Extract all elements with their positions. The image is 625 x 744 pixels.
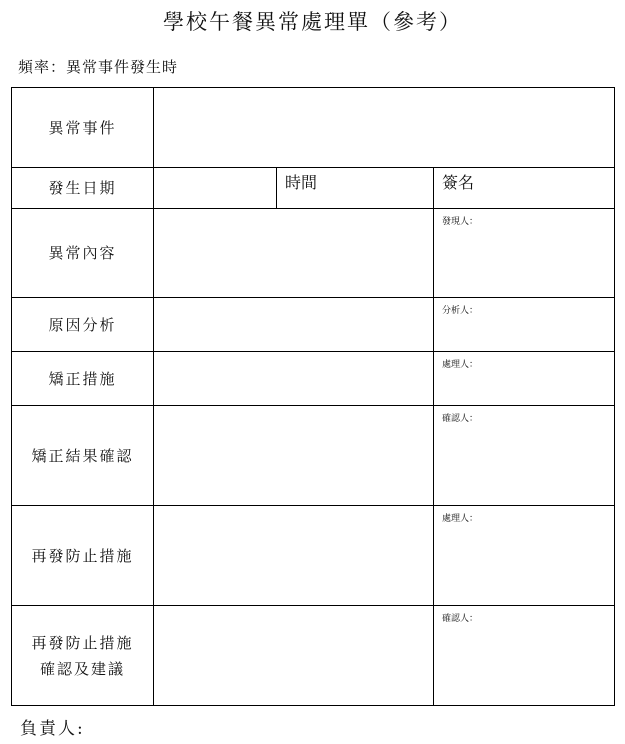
- field-date[interactable]: [154, 168, 277, 209]
- row-correction: [12, 352, 615, 406]
- row-prevention-confirm: [12, 606, 615, 706]
- field-prevention-confirm[interactable]: [154, 606, 434, 706]
- abnormal-handling-form: [11, 87, 615, 706]
- signer-prevention-handler[interactable]: 處理人：: [434, 506, 615, 606]
- label-result: 矯正結果確認: [12, 406, 154, 506]
- label-signature: 簽名: [434, 168, 615, 209]
- label-content: 異常內容: [12, 209, 154, 298]
- field-correction[interactable]: [154, 352, 434, 406]
- row-date: [12, 168, 615, 209]
- field-content[interactable]: [154, 209, 434, 298]
- field-result[interactable]: [154, 406, 434, 506]
- row-content: [12, 209, 615, 298]
- signer-prevention-confirmer[interactable]: 確認人：: [434, 606, 615, 706]
- row-result: [12, 406, 615, 506]
- signer-confirmer[interactable]: 確認人：: [434, 406, 615, 506]
- signer-handler[interactable]: 處理人：: [434, 352, 615, 406]
- form-title: 學校午餐異常處理單（參考）: [163, 10, 462, 34]
- signer-finder[interactable]: 發現人：: [434, 209, 615, 298]
- label-date: 發生日期: [12, 168, 154, 209]
- label-event: 異常事件: [12, 88, 154, 168]
- label-prevention-confirm-line2: 確認及建議: [39, 659, 125, 678]
- label-correction: 矯正措施: [12, 352, 154, 406]
- label-prevention-confirm: [12, 606, 154, 706]
- field-event[interactable]: [154, 88, 615, 168]
- label-time: 時間: [277, 168, 434, 209]
- row-cause: [12, 298, 615, 352]
- label-cause: 原因分析: [12, 298, 154, 352]
- label-prevention: 再發防止措施: [12, 506, 154, 606]
- frequency-note: 頻率：異常事件發生時: [18, 58, 179, 76]
- signer-analyst[interactable]: 分析人：: [434, 298, 615, 352]
- row-prevention: [12, 506, 615, 606]
- row-event: [12, 88, 615, 168]
- responsible-person-label: 負責人:: [20, 719, 85, 739]
- label-prevention-confirm-line1: 再發防止措施: [31, 633, 134, 652]
- field-prevention[interactable]: [154, 506, 434, 606]
- field-cause[interactable]: [154, 298, 434, 352]
